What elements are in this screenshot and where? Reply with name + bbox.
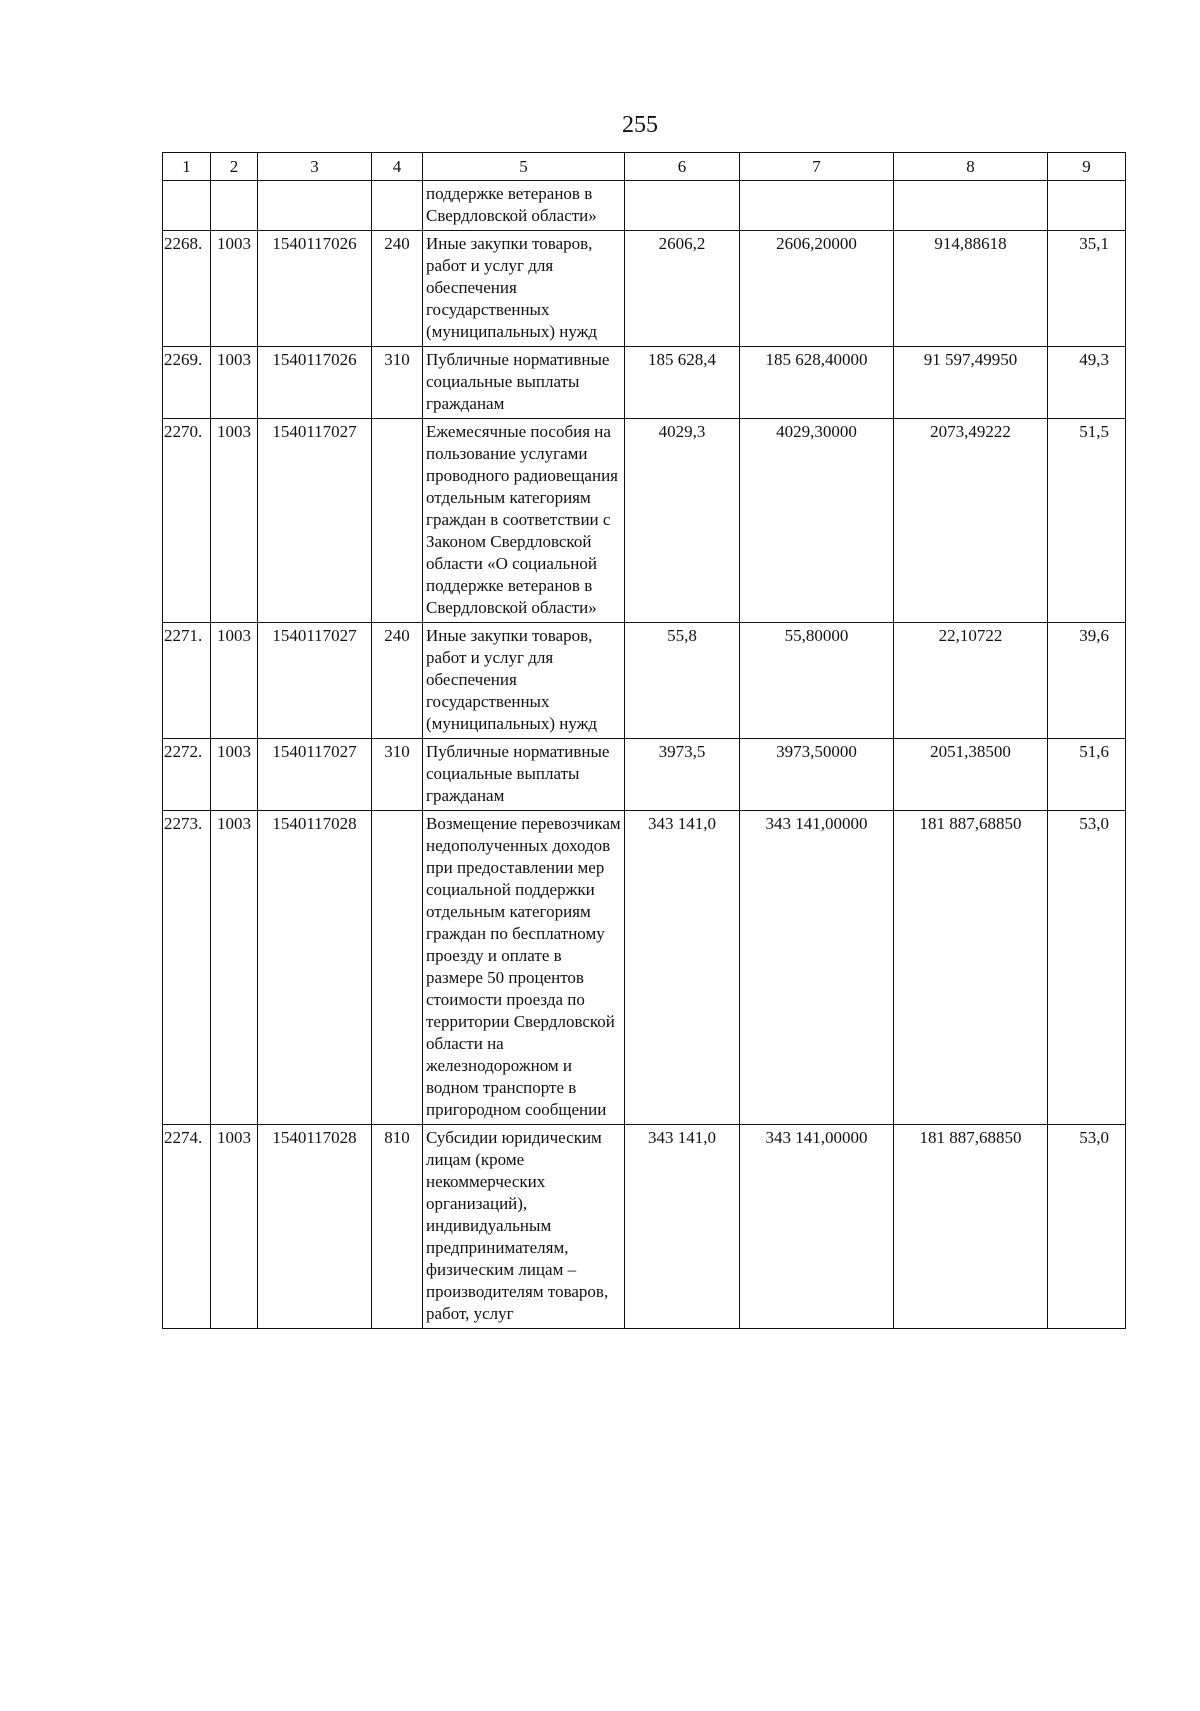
- empty-cell: [258, 181, 372, 231]
- item-name: Иные закупки товаров, работ и услуг для обеспечения государственных (муниципальных) нужд: [423, 623, 625, 739]
- expense-kind: 810: [372, 1125, 423, 1329]
- executed-amount: 181 887,68850: [894, 1125, 1048, 1329]
- planned-amount: 343 141,0: [625, 811, 740, 1125]
- approved-amount: 185 628,40000: [740, 347, 894, 419]
- empty-cell: [163, 181, 211, 231]
- budget-table: [162, 152, 1126, 1329]
- executed-amount: 2073,49222: [894, 419, 1048, 623]
- empty-cell: [740, 181, 894, 231]
- row-number: 2271.: [163, 623, 211, 739]
- execution-percent: 51,5: [1048, 419, 1126, 623]
- execution-percent: 53,0: [1048, 811, 1126, 1125]
- header-cell: 9: [1048, 153, 1126, 181]
- target-code: 1540117027: [258, 623, 372, 739]
- approved-amount: 3973,50000: [740, 739, 894, 811]
- section-code: 1003: [211, 623, 258, 739]
- target-code: 1540117028: [258, 1125, 372, 1329]
- header-cell: 7: [740, 153, 894, 181]
- planned-amount: 343 141,0: [625, 1125, 740, 1329]
- header-cell: 3: [258, 153, 372, 181]
- header-cell: 1: [163, 153, 211, 181]
- page-number: 255: [622, 112, 658, 138]
- item-name: Возмещение перевозчикам недополученных доходов при предоставлении мер социальной поддержки отдельным категориям граждан по бесплатному проезду и оплате в размере 50 процентов стоимости проезда по территории Свердловской области на железнодорожном и водном транспорте в пригородном сообщении: [423, 811, 625, 1125]
- expense-kind: [372, 811, 423, 1125]
- empty-cell: [211, 181, 258, 231]
- table-row: [163, 1125, 1126, 1329]
- executed-amount: 22,10722: [894, 623, 1048, 739]
- section-code: 1003: [211, 231, 258, 347]
- item-name: Публичные нормативные социальные выплаты гражданам: [423, 739, 625, 811]
- approved-amount: 4029,30000: [740, 419, 894, 623]
- target-code: 1540117026: [258, 347, 372, 419]
- execution-percent: 53,0: [1048, 1125, 1126, 1329]
- approved-amount: 343 141,00000: [740, 1125, 894, 1329]
- row-number: 2273.: [163, 811, 211, 1125]
- table-row: [163, 419, 1126, 623]
- executed-amount: 914,88618: [894, 231, 1048, 347]
- continuation-text: поддержке ветеранов в Свердловской области»: [423, 181, 625, 231]
- item-name: Субсидии юридическим лицам (кроме некоммерческих организаций), индивидуальным предпринимателям, физическим лицам – производителям товаров, работ, услуг: [423, 1125, 625, 1329]
- item-name: Ежемесячные пособия на пользование услугами проводного радиовещания отдельным категориям граждан в соответствии с Законом Свердловской области «О социальной поддержке ветеранов в Свердловской области»: [423, 419, 625, 623]
- planned-amount: 4029,3: [625, 419, 740, 623]
- table-row: [163, 739, 1126, 811]
- empty-cell: [372, 181, 423, 231]
- target-code: 1540117027: [258, 739, 372, 811]
- row-number: 2269.: [163, 347, 211, 419]
- item-name: Иные закупки товаров, работ и услуг для обеспечения государственных (муниципальных) нужд: [423, 231, 625, 347]
- row-number: 2268.: [163, 231, 211, 347]
- expense-kind: 240: [372, 231, 423, 347]
- expense-kind: 310: [372, 347, 423, 419]
- empty-cell: [1048, 181, 1126, 231]
- target-code: 1540117028: [258, 811, 372, 1125]
- header-cell: 6: [625, 153, 740, 181]
- row-number: 2270.: [163, 419, 211, 623]
- execution-percent: 39,6: [1048, 623, 1126, 739]
- approved-amount: 2606,20000: [740, 231, 894, 347]
- section-code: 1003: [211, 1125, 258, 1329]
- header-cell: 8: [894, 153, 1048, 181]
- section-code: 1003: [211, 419, 258, 623]
- planned-amount: 55,8: [625, 623, 740, 739]
- approved-amount: 55,80000: [740, 623, 894, 739]
- executed-amount: 2051,38500: [894, 739, 1048, 811]
- expense-kind: [372, 419, 423, 623]
- execution-percent: 35,1: [1048, 231, 1126, 347]
- empty-cell: [625, 181, 740, 231]
- section-code: 1003: [211, 739, 258, 811]
- item-name: Публичные нормативные социальные выплаты гражданам: [423, 347, 625, 419]
- row-number: 2272.: [163, 739, 211, 811]
- executed-amount: 91 597,49950: [894, 347, 1048, 419]
- target-code: 1540117027: [258, 419, 372, 623]
- table-row: [163, 811, 1126, 1125]
- section-code: 1003: [211, 347, 258, 419]
- execution-percent: 51,6: [1048, 739, 1126, 811]
- row-number: 2274.: [163, 1125, 211, 1329]
- table-row: [163, 231, 1126, 347]
- planned-amount: 185 628,4: [625, 347, 740, 419]
- section-code: 1003: [211, 811, 258, 1125]
- approved-amount: 343 141,00000: [740, 811, 894, 1125]
- executed-amount: 181 887,68850: [894, 811, 1048, 1125]
- continuation-row: [163, 181, 1126, 231]
- header-cell: 5: [423, 153, 625, 181]
- execution-percent: 49,3: [1048, 347, 1126, 419]
- expense-kind: 240: [372, 623, 423, 739]
- planned-amount: 3973,5: [625, 739, 740, 811]
- header-cell: 2: [211, 153, 258, 181]
- target-code: 1540117026: [258, 231, 372, 347]
- expense-kind: 310: [372, 739, 423, 811]
- empty-cell: [894, 181, 1048, 231]
- planned-amount: 2606,2: [625, 231, 740, 347]
- header-row: [163, 153, 1126, 181]
- table-row: [163, 347, 1126, 419]
- table-row: [163, 623, 1126, 739]
- header-cell: 4: [372, 153, 423, 181]
